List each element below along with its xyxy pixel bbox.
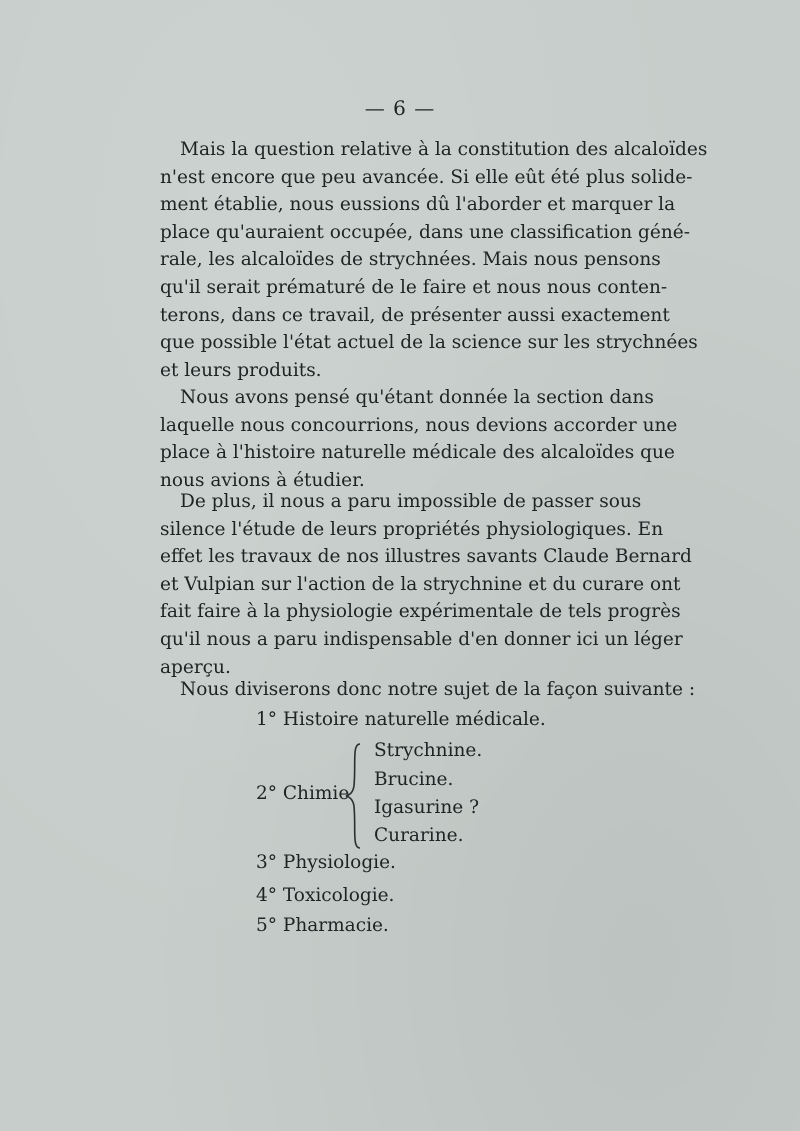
outline-item-toxicologie: 4° Toxicologie. <box>256 885 395 906</box>
chimie-subitem-igasurine: Igasurine ? <box>374 797 480 818</box>
text-line: et leurs produits. <box>160 359 322 381</box>
text-line: Nous avons pensé qu'étant donnée la section dans <box>180 387 654 408</box>
paragraph-physiologie <box>160 488 692 681</box>
text-line: silence l'étude de leurs propriétés physiologiques. En <box>160 518 664 540</box>
text-line: fait faire à la physiologie expérimentale de tels progrès <box>160 601 681 623</box>
page-number: — 6 — <box>364 96 436 120</box>
text-line: Nous diviserons donc notre sujet de la façon suivante : <box>180 679 696 700</box>
chimie-subitem-curarine: Curarine. <box>374 825 464 846</box>
text-line: ment établie, nous eussions dû l'aborder et marquer la <box>160 194 676 216</box>
text-line: rale, les alcaloïdes de strychnées. Mais nous pensons <box>160 249 661 271</box>
text-line: que possible l'état actuel de la science sur les strychnées <box>160 332 698 354</box>
text-line: aperçu. <box>160 656 231 678</box>
text-line: place qu'auraient occupée, dans une classification géné- <box>160 221 690 243</box>
outline-item-chimie: 2° Chimie <box>256 783 350 804</box>
chimie-subitem-strychnine: Strychnine. <box>374 740 483 761</box>
text-line: De plus, il nous a paru impossible de passer sous <box>180 491 642 512</box>
chimie-subitem-brucine: Brucine. <box>374 769 454 790</box>
paragraph-histoire-naturelle <box>160 384 678 494</box>
paragraph-constitution <box>160 136 708 384</box>
text-line: effet les travaux de nos illustres savants Claude Bernard <box>160 546 692 568</box>
text-line: et Vulpian sur l'action de la strychnine et du curare ont <box>160 573 681 595</box>
outline-item-pharmacie: 5° Pharmacie. <box>256 915 389 936</box>
text-line: laquelle nous concourrions, nous devions accorder une <box>160 414 678 436</box>
text-line: terons, dans ce travail, de présenter aussi exactement <box>160 304 670 326</box>
text-line: n'est encore que peu avancée. Si elle eût été plus solide- <box>160 166 693 188</box>
outline-item-histoire: 1° Histoire naturelle médicale. <box>256 709 546 730</box>
text-line: nous avions à étudier. <box>160 469 365 491</box>
text-line: place à l'histoire naturelle médicale des alcaloïdes que <box>160 442 675 464</box>
text-line: qu'il serait prématuré de le faire et nous nous conten- <box>160 276 668 298</box>
paragraph-division <box>160 676 696 704</box>
text-line: Mais la question relative à la constitution des alcaloïdes <box>180 139 708 160</box>
text-line: qu'il nous a paru indispensable d'en donner ici un léger <box>160 628 683 650</box>
outline-item-physiologie: 3° Physiologie. <box>256 852 396 873</box>
curly-brace-icon <box>344 742 364 850</box>
